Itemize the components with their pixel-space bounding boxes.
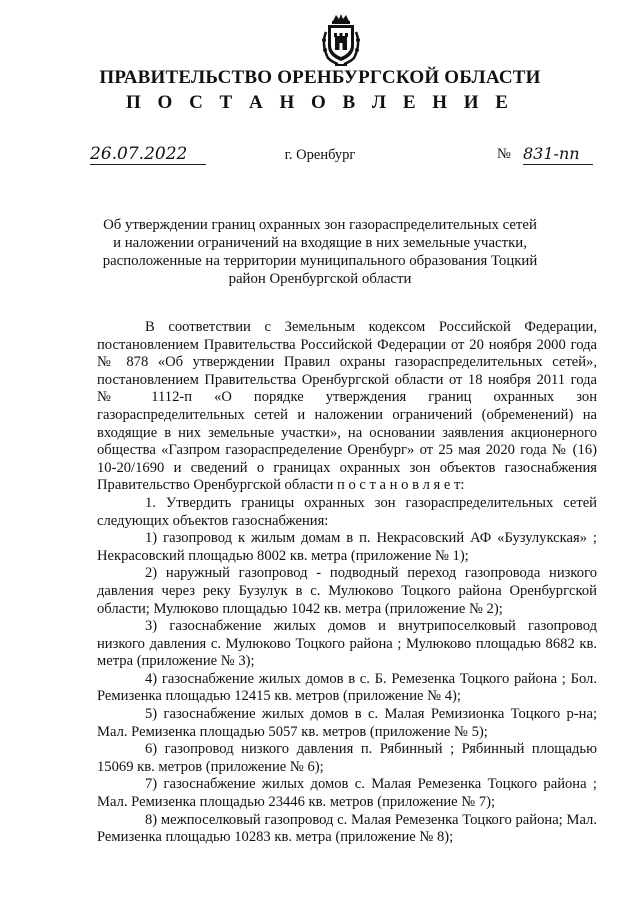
document-body bbox=[97, 319, 597, 847]
preamble-paragraph: В соответствии с Земельным кодексом Российской Федерации, постановлением Правительства Российской Федерации от 20 ноября 2000 года № 878 «Об утверждении Правил охраны газораспределительных сетей», постановлением Правительства Оренбургской области от 18 ноября 2011 года № 1112-п «О порядке утверждения границ охранных зон газораспределительных сетей и наложении ограничений (обременений) на входящие в них земельные участки», на основании заявления акционерного общества «Газпром газораспределение Оренбург» от 25 мая 2020 года № (16) 10-20/1690 и сведений о границах охранных зон объектов газоснабжения Правительство Оренбургской области п о с т а н о в л я е т: bbox=[97, 319, 597, 494]
organization-name: ПРАВИТЕЛЬСТВО ОРЕНБУРГСКОЙ ОБЛАСТИ bbox=[99, 67, 541, 88]
list-item: 7) газоснабжение жилых домов с. Малая Ремезенка Тоцкого района ; Мал. Ремизенка площадью 23446 кв. метров (приложение № 7); bbox=[97, 776, 597, 811]
document-date: 26.07.2022 bbox=[90, 144, 206, 165]
list-item: 3) газоснабжение жилых домов и внутрипоселковый газопровод низкого давления с. Мулюково Тоцкого района ; Мулюково площадью 8682 кв. метра (приложение № 3); bbox=[97, 618, 597, 670]
list-item: 2) наружный газопровод - подводный переход газопровода низкого давления через реку Бузулук в с. Мулюково Тоцкого района Оренбургской области; Мулюково площадью 1042 кв. метра (приложение № 2); bbox=[97, 565, 597, 617]
clause-1: 1. Утвердить границы охранных зон газораспределительных сетей следующих объектов газоснабжения: bbox=[97, 494, 597, 529]
list-item: 4) газоснабжение жилых домов в с. Б. Ремезенка Тоцкого района ; Бол. Ремизенка площадью 12415 кв. метров (приложение № 4); bbox=[97, 670, 597, 705]
document-title: Об утверждении границ охранных зон газораспределительных сетей и наложении ограничений на входящие в них земельные участки, расположенные на территории муниципального образования Тоцкий район Оренбургской области bbox=[102, 217, 538, 287]
list-item: 8) межпоселковый газопровод с. Малая Ремезенка Тоцкого района; Мал. Ремизенка площадью 10283 кв. метра (приложение № 8); bbox=[97, 811, 597, 846]
document-city: г. Оренбург bbox=[284, 147, 356, 163]
number-sign: № bbox=[497, 146, 511, 162]
list-item: 1) газопровод к жилым домам в п. Некрасовский АФ «Бузулукская» ; Некрасовский площадью 8002 кв. метра (приложение № 1); bbox=[97, 530, 597, 564]
document-number-block bbox=[497, 144, 597, 164]
coat-of-arms-icon bbox=[318, 12, 364, 68]
document-type: П О С Т А Н О В Л Е Н И Е bbox=[126, 92, 514, 113]
list-item: 5) газоснабжение жилых домов в с. Малая Ремизионка Тоцкого р-на; Мал. Ремизенка площадью 5057 кв. метров (приложение № 5); bbox=[97, 706, 597, 740]
document-number: 831-пп bbox=[523, 144, 593, 165]
list-item: 6) газопровод низкого давления п. Рябинный ; Рябинный площадью 15069 кв. метров (приложение № 6); bbox=[97, 741, 597, 775]
